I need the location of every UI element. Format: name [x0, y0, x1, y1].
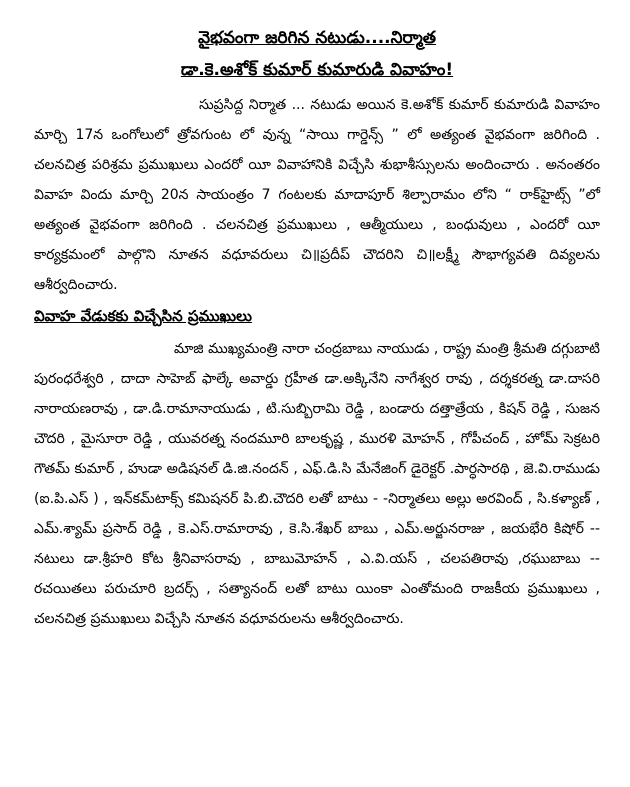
article-paragraph-2-text: మాజి ముఖ్యమంత్రి నారా చంద్రబాబు నాయుడు , రాష్ట్ర మంత్రి శ్రీమతి దగ్గుబాటి పురంధరేశ్వరి , దాదా సాహెబ్ ఫాల్కే అవార్డు గ్రహీత డా.అక్కినేని నాగేశ్వర రావు , దర్శకరత్న డా.దాసరి నారాయణరావు , డా.డి.రామానాయుడు , టి.సుబ్బిరామి రెడ్డి , బండారు దత్తాత్రేయ , కిషన్ రెడ్డి , సుజన చౌదరి , మైసూరా రెడ్డి , యువరత్న నందమూరి బాలకృష్ణ , మురళి మోహన్ , గోపీచంద్ , హోమ్ సెక్రటరి గౌతమ్ కుమార్ , హుడా అడిషనల్ డి.జి.నందన్ , ఎఫ్.డి.సి మేనేజింగ్ డైరెక్టర్ .పార్ధసారథి , జె.వి.రాముడు (ఐ.పి.ఎస్ ) , ఇన్‌కమ్‌టాక్స్ కమిషనర్ పి.బి.చౌదరి లతో బాటు - -నిర్మాతలు అల్లు అరవింద్ , సి.కళ్యాణ్ , ఎమ్.శ్యామ్ ప్రసాద్ రెడ్డి , కె.ఎస్.రామారావు , కె.సి.శేఖర్ బాబు , ఎమ్.అర్జునరాజు , జయభేరి కిషోర్ -- నటులు డా.శ్రీహరి కోట శ్రీనివాసరావు , బాబుమోహన్ , ఎ.వి.యస్ , చలపతిరావు ,రఘుబాబు --రచయితలు పరుచూరి బ్రదర్స్ , సత్యానంద్ లతో బాటు యింకా ఎంతోమంది రాజకీయ ప్రముఖులు , చలనచిత్ర ప్రముఖులు విచ్చేసి నూతన వధూవరులను ఆశీర్వదించారు.	[34, 341, 600, 627]
article-paragraph-2	[34, 334, 600, 634]
section-heading: వివాహ వేడుకకు విచ్చేసిన ప్రముఖులు	[34, 307, 252, 325]
article-paragraph-1-text: సుప్రసిద్ద నిర్మాత ... నటుడు అయిన కె.అశోక్ కుమార్ కుమారుడి వివాహం మార్చి 17న ఒంగోలులో త్రోవగుంట లో వున్న “సాయి గార్డెన్స్ ” లో అత్యంత వైభవంగా జరిగింది . చలనచిత్ర పరిశ్రమ ప్రముఖులు ఎందరో యీ వివాహానికి విచ్చేసి శుభాశీస్సులను అందించారు . అనంతరం వివాహ విందు మార్చి 20న సాయంత్రం 7 గంటలకు మాదాపూర్ శిల్పారామం లోని “ రాక్‌హైట్స్ ”లో అత్యంత వైభవంగా జరిగింది . చలనచిత్ర ప్రముఖులు , ఆత్మీయులు , బంధువులు , ఎందరో యీ కార్యక్రమంలో పాల్గొని నూతన వధూవరులు చి॥ప్రదీప్ చౌదరిని చి॥లక్ష్మీ సౌభాగ్యవతి దివ్యలను ఆశీర్వదించారు.	[34, 97, 600, 293]
headline-line-2: డా.కె.అశోక్ కుమార్ కుమారుడి వివాహం!	[180, 60, 454, 80]
article-paragraph-1	[34, 90, 600, 300]
headline-line-1: వైభవంగా జరిగిన నటుడు....నిర్మాత	[197, 28, 437, 48]
